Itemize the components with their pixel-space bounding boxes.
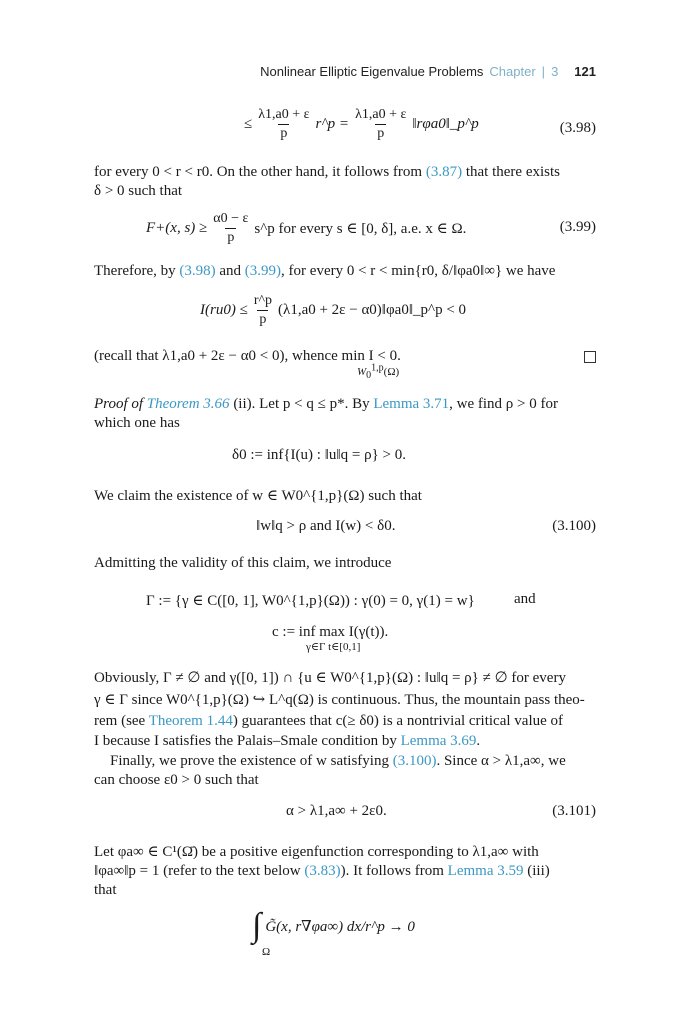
eq-3-99-num: α0 − ε — [213, 211, 249, 226]
paragraph-line: We claim the existence of w ∈ W0^{1,p}(Ω) such that — [94, 488, 422, 504]
eq-3-98-den2: p — [377, 126, 385, 141]
ref-3-87[interactable]: (3.87) — [425, 164, 463, 180]
ref-lemma-3-59[interactable]: Lemma 3.59 — [447, 863, 524, 879]
paragraph-line: δ > 0 such that — [94, 183, 183, 199]
equation-gamma: Γ := {γ ∈ C([0, 1], W0^{1,p}(Ω)) : γ(0) = 0, γ(1) = w} — [146, 593, 475, 609]
qed-box — [584, 350, 596, 368]
text-span: , for every 0 < r < min{r0, δ/‖φa0‖∞} we have — [281, 263, 556, 279]
text-span: and — [219, 263, 242, 279]
eq-3-98-lhs: ≤ — [244, 116, 253, 132]
eq-number-3-100: (3.100) — [552, 518, 596, 534]
running-header — [250, 64, 596, 79]
eq-3-99-lhs: F+(x, s) ≥ — [146, 220, 208, 236]
text-span: for every 0 < r < r0. On the other hand, it follows from — [94, 164, 423, 180]
eq-3-99-den: p — [227, 230, 235, 245]
eq-number-3-101: (3.101) — [552, 803, 596, 819]
eq-number-3-98: (3.98) — [559, 120, 596, 136]
text-span: that there exists — [465, 164, 560, 180]
ref-lemma-3-71[interactable]: Lemma 3.71 — [373, 396, 450, 412]
estimate-fraction — [252, 292, 274, 329]
paragraph-line — [94, 261, 555, 281]
ref-theorem-1-44[interactable]: Theorem 1.44 — [148, 713, 233, 729]
integral-sign: ∫ — [252, 907, 262, 944]
paragraph-line: Admitting the validity of this claim, we introduce — [94, 555, 392, 571]
proof-label: Proof of — [94, 396, 144, 412]
paragraph-line — [94, 162, 560, 182]
text-span: ) guarantees that c(≥ δ0) is a nontrivial critical value of — [232, 713, 564, 729]
eq-number-3-99: (3.99) — [559, 219, 596, 235]
page-number: 121 — [574, 64, 596, 79]
eq-3-98-rhs: ‖rφa0‖_p^p — [412, 116, 479, 132]
paragraph-line: Obviously, Γ ≠ ∅ and γ([0, 1]) ∩ {u ∈ W0^{1,p}(Ω) : ‖u‖q = ρ} ≠ ∅ for every — [94, 670, 566, 686]
paragraph-line — [94, 711, 563, 731]
chapter-number: 3 — [551, 64, 559, 79]
estimate-lhs: I(ru0) ≤ — [200, 302, 248, 318]
estimate-den: p — [259, 312, 267, 327]
eq-3-99-fraction — [211, 210, 250, 247]
ref-3-83[interactable]: (3.83) — [304, 863, 341, 879]
equation-3-99 — [146, 210, 466, 247]
equation-3-98 — [244, 106, 479, 143]
equation-delta0: δ0 := inf{I(u) : ‖u‖q = ρ} > 0. — [232, 447, 406, 463]
estimate-rhs: (λ1,a0 + 2ε − α0)‖φa0‖_p^p < 0 — [278, 302, 467, 318]
equation-estimate — [200, 292, 466, 329]
text-span: ). It follows from — [340, 863, 444, 879]
eq-3-98-fraction-1 — [256, 106, 311, 143]
equation-gamma-and: and — [514, 591, 536, 607]
estimate-num: r^p — [253, 293, 273, 308]
text-span: ‖φa∞‖p = 1 (refer to the text below — [94, 863, 301, 879]
ref-3-100[interactable]: (3.100) — [392, 753, 437, 769]
equation-3-100: ‖w‖q > ρ and I(w) < δ0. — [256, 518, 396, 534]
paragraph-line: can choose ε0 > 0 such that — [94, 772, 259, 788]
eq-3-98-num1: λ1,a0 + ε — [258, 107, 310, 122]
eq-3-98-den1: p — [280, 126, 288, 141]
paragraph-line — [94, 861, 550, 881]
text-span: I because I satisfies the Palais–Smale condition by — [94, 733, 397, 749]
paragraph-line — [94, 731, 480, 751]
ref-3-98[interactable]: (3.98) — [179, 263, 216, 279]
ref-3-99[interactable]: (3.99) — [244, 263, 282, 279]
header-separator: | — [541, 64, 546, 79]
eq-3-98-mid: r^p = — [315, 116, 350, 132]
running-title: Nonlinear Elliptic Eigenvalue Problems — [260, 64, 484, 79]
limit-expression: G̃(x, r∇φa∞) dx/r^p → 0 — [265, 918, 415, 935]
text-span: . — [476, 733, 481, 749]
ref-lemma-3-69[interactable]: Lemma 3.69 — [400, 733, 477, 749]
inf-max-subscripts: γ∈Γ t∈[0,1] — [306, 641, 361, 653]
eq-3-99-rhs: s^p for every s ∈ [0, δ], a.e. x ∈ Ω. — [254, 221, 467, 237]
ref-theorem-3-66[interactable]: Theorem 3.66 — [146, 396, 230, 412]
integral-domain: Ω — [262, 946, 271, 958]
equation-3-101: α > λ1,a∞ + 2ε0. — [286, 803, 387, 819]
paragraph-line: (recall that λ1,a0 + 2ε − α0 < 0), whence min I < 0. — [94, 348, 401, 364]
eq-3-98-num2: λ1,a0 + ε — [355, 107, 407, 122]
min-subscript: $W_0^{1,p}(\Omega)$ — [357, 362, 400, 382]
eq-3-98-fraction-2 — [353, 106, 408, 143]
text-span: , we find ρ > 0 for — [449, 396, 558, 412]
paragraph-line — [94, 394, 558, 414]
equation-limit — [252, 907, 415, 944]
chapter-label: Chapter — [489, 64, 536, 79]
paragraph-line: that — [94, 882, 117, 898]
text-span: (iii) — [527, 863, 550, 879]
text-span: rem (see — [94, 713, 146, 729]
text-span: Therefore, by — [94, 263, 176, 279]
text-span: Finally, we prove the existence of w satisfying — [110, 753, 389, 769]
text-span: (ii). Let p < q ≤ p*. By — [233, 396, 370, 412]
paragraph-line: γ ∈ Γ since W0^{1,p}(Ω) ↪ L^q(Ω) is continuous. Thus, the mountain pass theo- — [94, 692, 585, 708]
equation-c: c := inf max I(γ(t)). — [272, 624, 389, 640]
paragraph-line: which one has — [94, 415, 180, 431]
text-span: . Since α > λ1,a∞, we — [436, 753, 566, 769]
paragraph-line — [110, 751, 566, 771]
paragraph-line: Let φa∞ ∈ C¹(Ω̄) be a positive eigenfunction corresponding to λ1,a∞ with — [94, 844, 539, 860]
